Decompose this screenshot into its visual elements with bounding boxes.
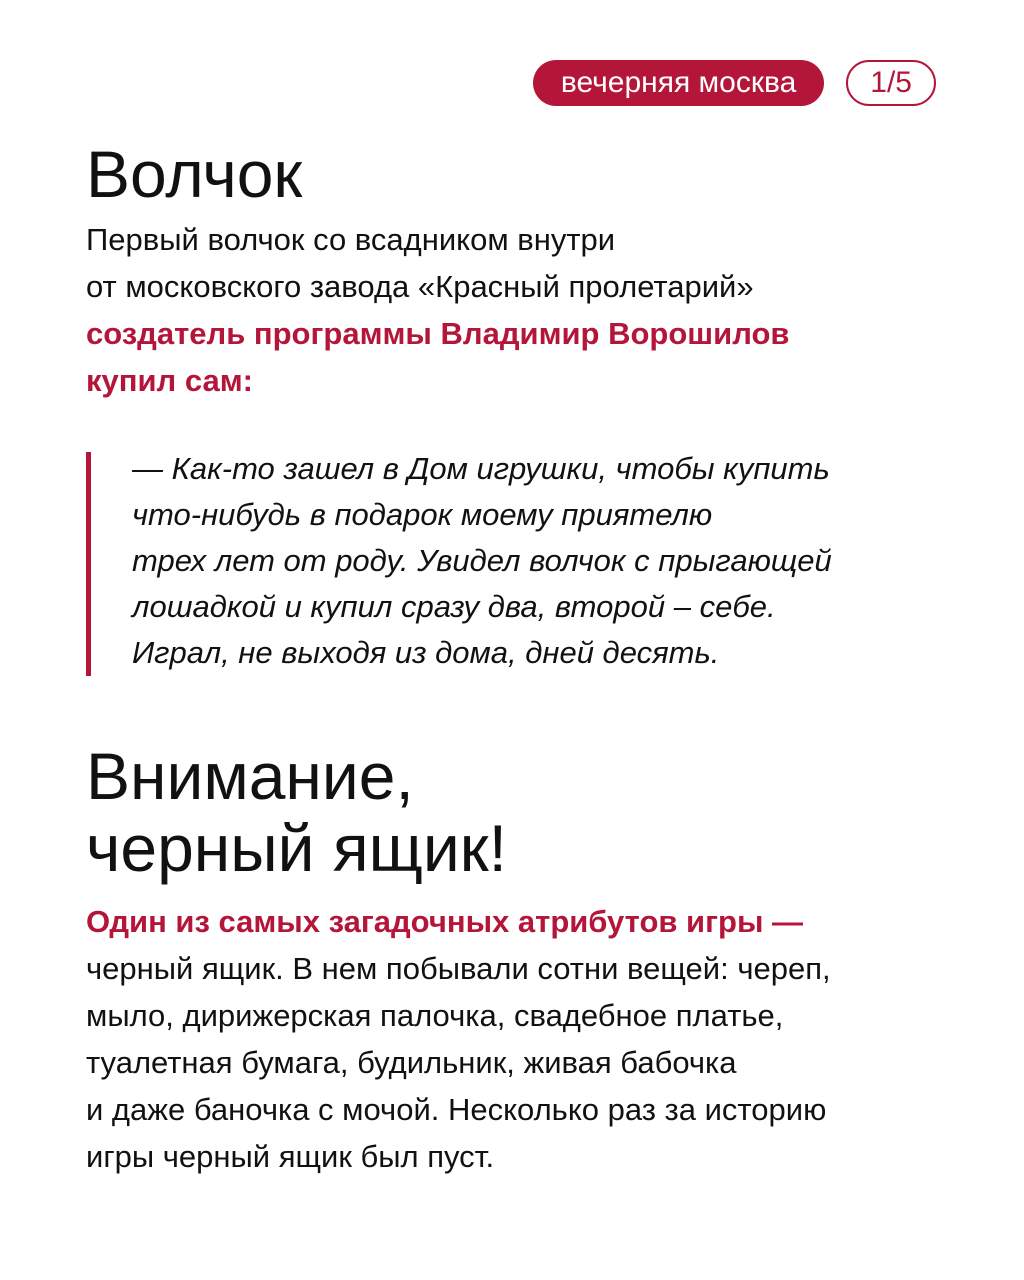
- intro-accent-line: создатель программы Владимир Ворошилов: [86, 316, 790, 351]
- quote-line: — Как-то зашел в Дом игрушки, чтобы купить: [132, 451, 830, 486]
- body-line: черный ящик. В нем побывали сотни вещей: череп,: [86, 951, 831, 986]
- body-line: туалетная бумага, будильник, живая бабочка: [86, 1045, 737, 1080]
- body-line: и даже баночка с мочой. Несколько раз за историю: [86, 1092, 827, 1127]
- quote-block: [132, 446, 832, 676]
- black-box-paragraph: [86, 898, 831, 1180]
- quote-line: лошадкой и купил сразу два, второй – себе.: [132, 589, 776, 624]
- title-line: Внимание,: [86, 739, 414, 813]
- header: [533, 60, 936, 106]
- brand-badge: вечерняя москва: [533, 60, 824, 106]
- quote-line: трех лет от роду. Увидел волчок с прыгающей: [132, 543, 832, 578]
- section-title-black-box: [86, 740, 507, 884]
- body-line: мыло, дирижерская палочка, свадебное платье,: [86, 998, 784, 1033]
- intro-line: Первый волчок со всадником внутри: [86, 222, 616, 257]
- title-line: черный ящик!: [86, 811, 508, 885]
- intro-line: от московского завода «Красный пролетарий»: [86, 269, 754, 304]
- body-line: игры черный ящик был пуст.: [86, 1139, 495, 1174]
- intro-accent-line: купил сам:: [86, 363, 253, 398]
- quote-line: Играл, не выходя из дома, дней десять.: [132, 635, 720, 670]
- quote-bar: [86, 452, 91, 676]
- quote-line: что-нибудь в подарок моему приятелю: [132, 497, 713, 532]
- intro-paragraph: [86, 216, 789, 404]
- page-counter: 1/5: [846, 60, 936, 106]
- section-title-volchok: Волчок: [86, 137, 303, 211]
- body-accent-line: Один из самых загадочных атрибутов игры —: [86, 904, 804, 939]
